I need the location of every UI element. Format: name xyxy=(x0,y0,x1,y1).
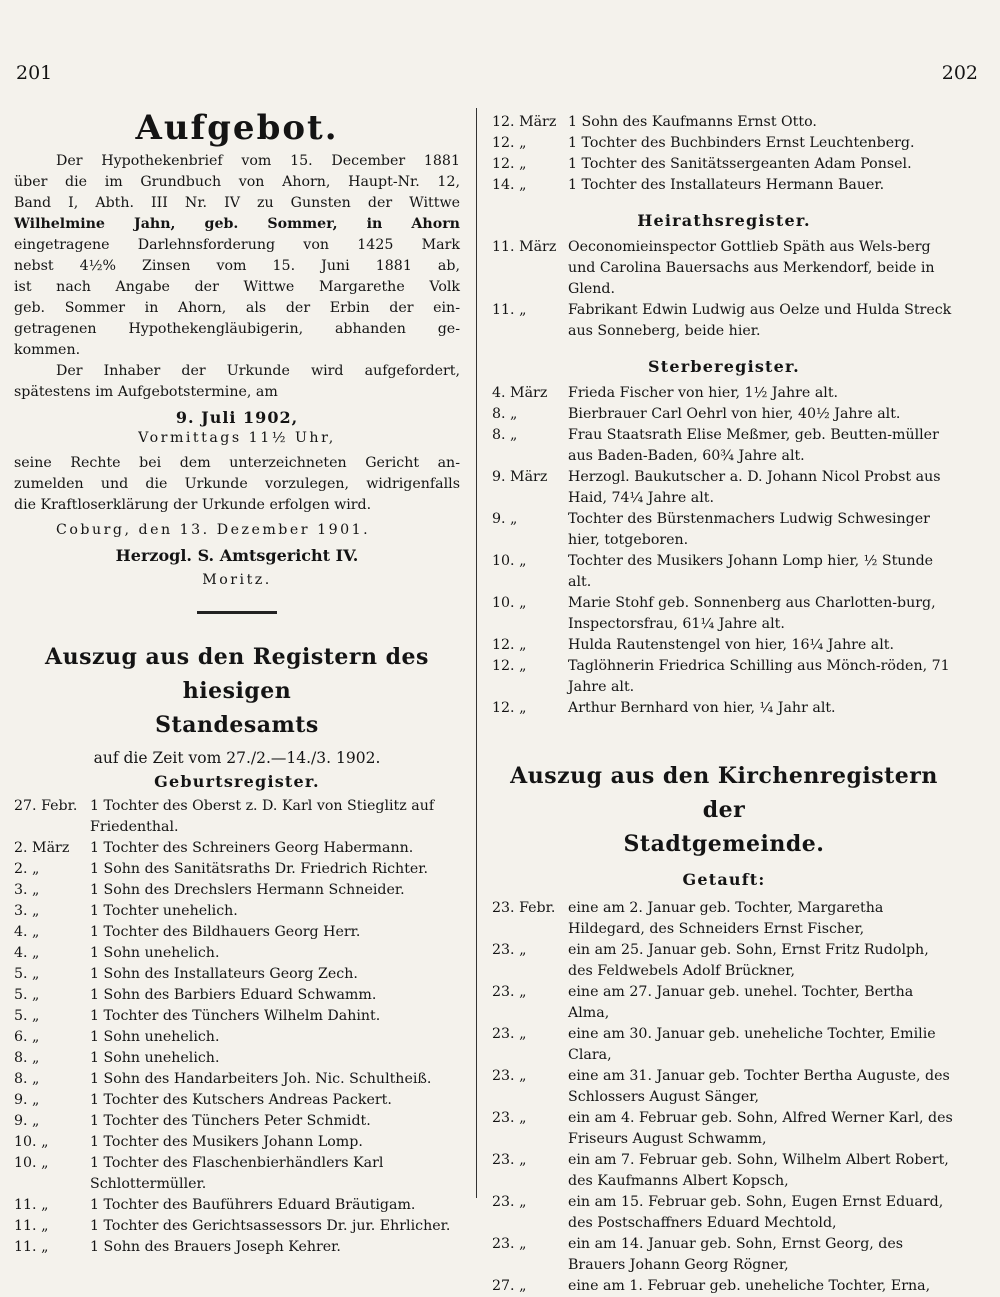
aufgebot-body xyxy=(14,151,460,591)
entry-text: ein am 15. Februar geb. Sohn, Eugen Ernst Eduard, des Postschaffners Eduard Mechtold, xyxy=(568,1194,944,1231)
entry-text: 1 Tochter des Flaschenbierhändlers Karl Schlottermüller. xyxy=(90,1155,384,1192)
entry-text: Frieda Fischer von hier, 1½ Jahre alt. xyxy=(568,385,839,401)
entry-text: eine am 30. Januar geb. uneheliche Tochter, Emilie Clara, xyxy=(568,1026,936,1063)
entry-text: 1 Sohn des Kaufmanns Ernst Otto. xyxy=(568,114,817,130)
entry-date: 9. „ xyxy=(492,511,518,527)
entry-text: 1 Sohn unehelich. xyxy=(90,945,220,961)
entry-date: 23. „ xyxy=(492,1068,527,1084)
entry-text: 1 Sohn des Barbiers Eduard Schwamm. xyxy=(90,987,377,1003)
entry-text: 1 Sohn des Handarbeiters Joh. Nic. Schultheiß. xyxy=(90,1071,432,1087)
register-entry xyxy=(14,1153,460,1195)
entry-date: 11. März xyxy=(492,239,557,255)
body-line: spätestens im Aufgebotstermine, am xyxy=(14,384,278,400)
entry-text: eine am 31. Januar geb. Tochter Bertha Auguste, des Schlossers August Sänger, xyxy=(568,1068,950,1105)
aufgebot-time: Vormittags 11½ Uhr, xyxy=(138,430,336,446)
entry-date: 2. „ xyxy=(14,861,40,877)
entry-text: Tochter des Musikers Johann Lomp hier, ½ Stunde alt. xyxy=(568,553,934,590)
register-entry xyxy=(492,133,956,154)
column-divider xyxy=(476,108,477,1198)
entry-text: eine am 27. Januar geb. unehel. Tochter, Bertha Alma, xyxy=(568,984,914,1021)
body-line: eingetragene Darlehnsforderung von 1425 Mark xyxy=(14,237,460,253)
section-heading-marriages: Heirathsregister. xyxy=(637,211,811,230)
entry-text: Oeconomieinspector Gottlieb Späth aus Wels-berg und Carolina Bauersachs aus Merkendorf, beide in Glend. xyxy=(568,239,935,297)
entry-text: 1 Tochter des Oberst z. D. Karl von Stieglitz auf Friedenthal. xyxy=(90,798,435,835)
standesamt-title-2: Standesamts xyxy=(155,712,319,738)
entry-date: 5. „ xyxy=(14,987,40,1003)
entry-date: 23. „ xyxy=(492,1026,527,1042)
entry-text: 1 Sohn des Brauers Joseph Kehrer. xyxy=(90,1239,341,1255)
entry-text: 1 Sohn unehelich. xyxy=(90,1029,220,1045)
register-entry xyxy=(14,964,460,985)
register-entry xyxy=(492,509,956,551)
deaths-list xyxy=(492,383,956,719)
register-entry xyxy=(492,551,956,593)
entry-date: 27. Febr. xyxy=(14,798,78,814)
entry-date: 11. „ xyxy=(492,302,527,318)
register-entry xyxy=(14,1132,460,1153)
entry-date: 12. „ xyxy=(492,658,527,674)
entry-date: 23. „ xyxy=(492,942,527,958)
register-entry xyxy=(14,1237,460,1258)
body-line: über die im Grundbuch von Ahorn, Haupt-Nr. 12, xyxy=(14,174,460,190)
entry-text: Herzogl. Baukutscher a. D. Johann Nicol Probst aus Haid, 74¼ Jahre alt. xyxy=(568,469,941,506)
entry-text: 1 Sohn des Sanitätsraths Dr. Friedrich Richter. xyxy=(90,861,429,877)
register-entry xyxy=(14,1027,460,1048)
entry-date: 5. „ xyxy=(14,966,40,982)
register-entry xyxy=(492,1150,956,1192)
entry-date: 11. „ xyxy=(14,1197,49,1213)
entry-date: 23. „ xyxy=(492,984,527,1000)
entry-date: 27. „ xyxy=(492,1278,527,1294)
register-entry xyxy=(492,1108,956,1150)
marriages-list xyxy=(492,237,956,342)
register-entry xyxy=(492,656,956,698)
entry-text: 1 Tochter des Bildhauers Georg Herr. xyxy=(90,924,361,940)
entry-text: Hulda Rautenstengel von hier, 16¼ Jahre alt. xyxy=(568,637,894,653)
entry-text: 1 Sohn unehelich. xyxy=(90,1050,220,1066)
register-entry xyxy=(492,237,956,300)
entry-date: 11. „ xyxy=(14,1218,49,1234)
register-entry xyxy=(492,1276,956,1297)
entry-text: 1 Sohn des Drechslers Hermann Schneider. xyxy=(90,882,405,898)
register-entry xyxy=(492,154,956,175)
entry-date: 12. März xyxy=(492,114,557,130)
entry-date: 11. „ xyxy=(14,1239,49,1255)
aufgebot-date: 9. Juli 1902, xyxy=(175,408,299,427)
register-entry xyxy=(492,698,956,719)
church-title-2: Stadtgemeinde. xyxy=(623,831,825,857)
entry-text: Tochter des Bürstenmachers Ludwig Schwesinger hier, totgeboren. xyxy=(568,511,930,548)
register-entry xyxy=(492,1192,956,1234)
entry-text: 1 Tochter des Gerichtsassessors Dr. jur. Ehrlicher. xyxy=(90,1218,451,1234)
entry-text: 1 Tochter des Tünchers Peter Schmidt. xyxy=(90,1113,371,1129)
entry-date: 4. „ xyxy=(14,924,40,940)
entry-text: Arthur Bernhard von hier, ¼ Jahr alt. xyxy=(568,700,836,716)
entry-date: 8. „ xyxy=(492,427,518,443)
entry-date: 9. „ xyxy=(14,1092,40,1108)
entry-date: 23. „ xyxy=(492,1152,527,1168)
entry-date: 3. „ xyxy=(14,882,40,898)
entry-date: 10. „ xyxy=(492,553,527,569)
place-date: Coburg, den 13. Dezember 1901. xyxy=(56,522,371,538)
body-line: ist nach Angabe der Wittwe Margarethe Volk xyxy=(14,279,460,295)
entry-text: 1 Tochter des Sanitätssergeanten Adam Ponsel. xyxy=(568,156,912,172)
register-entry xyxy=(492,404,956,425)
entry-date: 6. „ xyxy=(14,1029,40,1045)
register-entry xyxy=(14,1048,460,1069)
register-entry xyxy=(492,593,956,635)
body-line: geb. Sommer in Ahorn, als der Erbin der ein- xyxy=(14,300,460,316)
entry-date: 9. „ xyxy=(14,1113,40,1129)
entry-text: 1 Tochter des Bauführers Eduard Bräutigam. xyxy=(90,1197,416,1213)
body-line: seine Rechte bei dem unterzeichneten Gericht an- xyxy=(14,455,460,471)
aufgebot-title: Aufgebot. xyxy=(135,108,339,148)
register-entry xyxy=(14,1195,460,1216)
register-entry xyxy=(492,940,956,982)
register-entry xyxy=(14,901,460,922)
standesamt-title: Auszug aus den Registern des hiesigen xyxy=(45,644,429,704)
register-entry xyxy=(492,898,956,940)
court-name: Herzogl. S. Amtsgericht IV. xyxy=(115,546,359,565)
body-line: Band I, Abth. III Nr. IV zu Gunsten der Wittwe xyxy=(14,195,460,211)
body-line: die Kraftloserklärung der Urkunde erfolgen wird. xyxy=(14,497,372,513)
register-entry xyxy=(14,943,460,964)
births-list xyxy=(14,796,460,1258)
register-entry xyxy=(14,838,460,859)
entry-text: 1 Sohn des Installateurs Georg Zech. xyxy=(90,966,358,982)
body-line: Der Inhaber der Urkunde wird aufgefordert, xyxy=(56,363,460,379)
entry-date: 3. „ xyxy=(14,903,40,919)
register-entry xyxy=(492,1024,956,1066)
page-number-right: 202 xyxy=(941,62,978,84)
entry-text: eine am 1. Februar geb. uneheliche Tochter, Erna, xyxy=(568,1278,931,1294)
entry-date: 8. „ xyxy=(14,1050,40,1066)
body-line: Wilhelmine Jahn, geb. Sommer, in Ahorn xyxy=(14,216,460,232)
entry-text: 1 Tochter des Installateurs Hermann Bauer. xyxy=(568,177,885,193)
register-entry xyxy=(492,112,956,133)
register-entry xyxy=(492,300,956,342)
register-entry xyxy=(14,1111,460,1132)
register-entry xyxy=(14,1216,460,1237)
entry-date: 14. „ xyxy=(492,177,527,193)
entry-text: ein am 14. Januar geb. Sohn, Ernst Georg, des Brauers Johann Georg Rögner, xyxy=(568,1236,904,1273)
entry-text: 1 Tochter des Musikers Johann Lomp. xyxy=(90,1134,363,1150)
register-entry xyxy=(14,922,460,943)
left-column xyxy=(14,108,460,1258)
entry-text: Frau Staatsrath Elise Meßmer, geb. Beutten-müller aus Baden-Baden, 60¾ Jahre alt. xyxy=(568,427,939,464)
entry-date: 23. Febr. xyxy=(492,900,556,916)
entry-date: 23. „ xyxy=(492,1110,527,1126)
register-entry xyxy=(14,1006,460,1027)
body-line: kommen. xyxy=(14,342,81,358)
section-rule xyxy=(197,611,277,614)
register-entry xyxy=(14,796,460,838)
right-column xyxy=(492,108,956,1297)
entry-date: 10. „ xyxy=(492,595,527,611)
entry-text: Fabrikant Edwin Ludwig aus Oelze und Hulda Streck aus Sonneberg, beide hier. xyxy=(568,302,952,339)
register-entry xyxy=(14,985,460,1006)
entry-date: 8. „ xyxy=(14,1071,40,1087)
register-entry xyxy=(492,635,956,656)
body-line: zumelden und die Urkunde vorzulegen, widrigenfalls xyxy=(14,476,460,492)
register-entry xyxy=(492,383,956,404)
register-entry xyxy=(14,1090,460,1111)
body-line: Der Hypothekenbrief vom 15. December 1881 xyxy=(56,153,460,169)
entry-text: ein am 4. Februar geb. Sohn, Alfred Werner Karl, des Friseurs August Schwamm, xyxy=(568,1110,953,1147)
page-number-left: 201 xyxy=(16,62,53,84)
register-entry xyxy=(492,425,956,467)
register-entry xyxy=(492,1234,956,1276)
entry-date: 8. „ xyxy=(492,406,518,422)
entry-date: 2. März xyxy=(14,840,70,856)
entry-text: ein am 7. Februar geb. Sohn, Wilhelm Albert Robert, des Kaufmanns Albert Kopsch, xyxy=(568,1152,949,1189)
entry-date: 9. März xyxy=(492,469,548,485)
entry-text: 1 Tochter des Kutschers Andreas Packert. xyxy=(90,1092,392,1108)
entry-date: 12. „ xyxy=(492,700,527,716)
entry-date: 5. „ xyxy=(14,1008,40,1024)
signature: Moritz. xyxy=(202,572,272,588)
period: auf die Zeit vom 27./2.—14./3. 1902. xyxy=(93,749,381,767)
entry-text: ein am 25. Januar geb. Sohn, Ernst Fritz Rudolph, des Feldwebels Adolf Brückner, xyxy=(568,942,929,979)
entry-date: 23. „ xyxy=(492,1194,527,1210)
register-entry xyxy=(14,859,460,880)
entry-date: 12. „ xyxy=(492,135,527,151)
entry-text: Bierbrauer Carl Oehrl von hier, 40½ Jahre alt. xyxy=(568,406,901,422)
entry-date: 4. März xyxy=(492,385,548,401)
entry-text: 1 Tochter des Buchbinders Ernst Leuchtenberg. xyxy=(568,135,915,151)
register-entry xyxy=(492,467,956,509)
register-entry xyxy=(492,175,956,196)
register-entry xyxy=(14,1069,460,1090)
entry-text: Taglöhnerin Friedrica Schilling aus Mönch-röden, 71 Jahre alt. xyxy=(568,658,950,695)
baptisms-list xyxy=(492,898,956,1297)
entry-text: Marie Stohf geb. Sonnenberg aus Charlotten-burg, Inspectorsfrau, 61¼ Jahre alt. xyxy=(568,595,936,632)
register-entry xyxy=(14,880,460,901)
entry-text: 1 Tochter des Tünchers Wilhelm Dahint. xyxy=(90,1008,381,1024)
entry-date: 12. „ xyxy=(492,156,527,172)
entry-date: 23. „ xyxy=(492,1236,527,1252)
entry-date: 10. „ xyxy=(14,1155,49,1171)
entry-date: 4. „ xyxy=(14,945,40,961)
register-entry xyxy=(492,1066,956,1108)
entry-text: 1 Tochter unehelich. xyxy=(90,903,238,919)
section-heading-deaths: Sterberegister. xyxy=(648,357,800,376)
entry-text: 1 Tochter des Schreiners Georg Habermann. xyxy=(90,840,414,856)
church-title: Auszug aus den Kirchenregistern der xyxy=(510,763,938,823)
entry-date: 10. „ xyxy=(14,1134,49,1150)
births-continued-list xyxy=(492,112,956,196)
register-entry xyxy=(492,982,956,1024)
body-line: nebst 4½% Zinsen vom 15. Juni 1881 ab, xyxy=(14,258,460,274)
entry-date: 12. „ xyxy=(492,637,527,653)
section-heading-births: Geburtsregister. xyxy=(154,772,320,791)
section-heading-baptisms: Getauft: xyxy=(682,870,766,889)
entry-text: eine am 2. Januar geb. Tochter, Margaretha Hildegard, des Schneiders Ernst Fischer, xyxy=(568,900,884,937)
body-line: getragenen Hypothekengläubigerin, abhanden ge- xyxy=(14,321,460,337)
